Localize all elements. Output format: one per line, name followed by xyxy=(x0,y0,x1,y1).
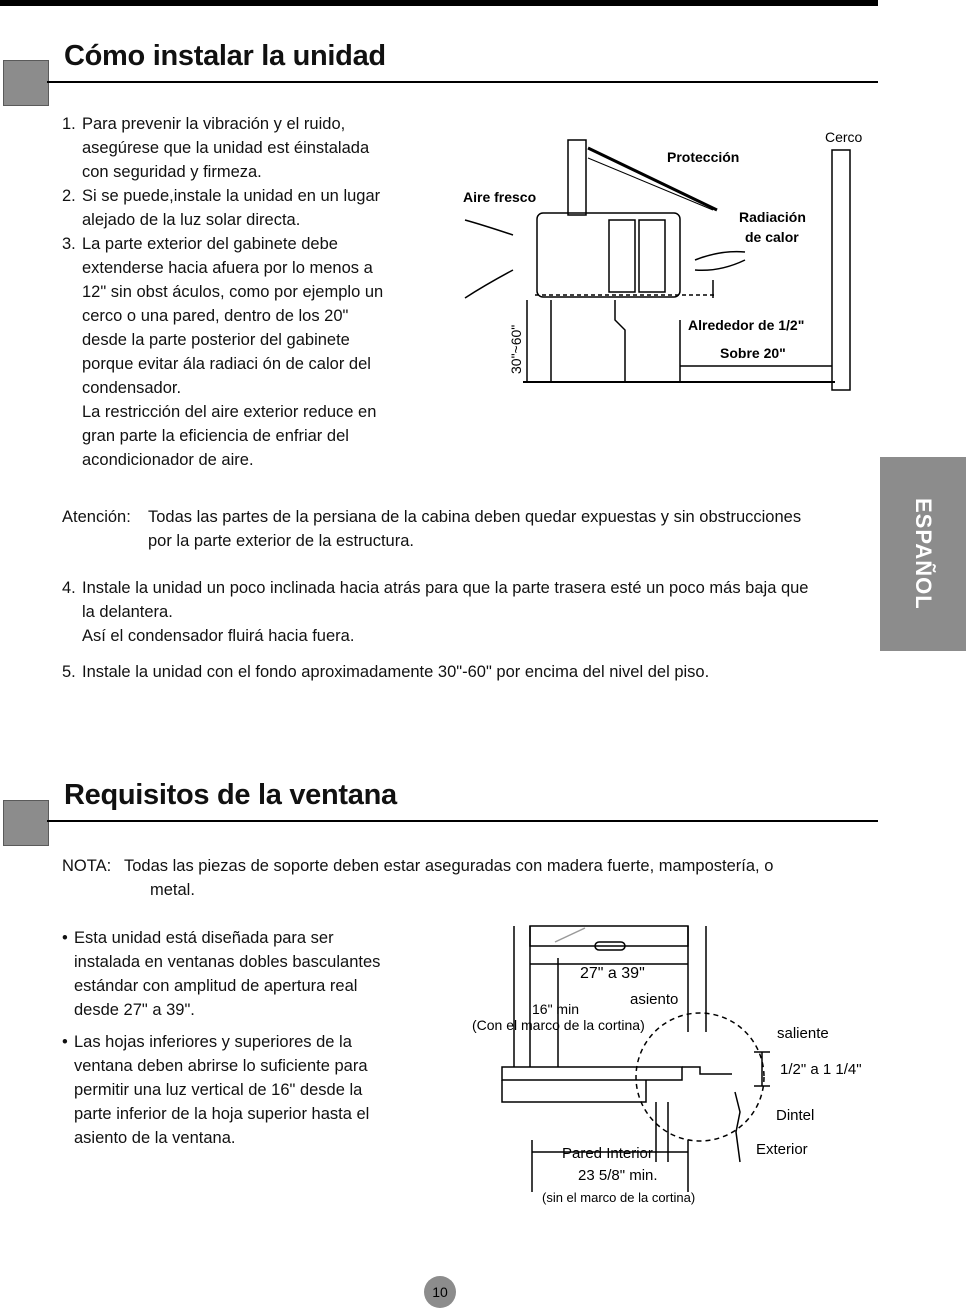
page-number: 10 xyxy=(424,1276,456,1308)
fence-shape xyxy=(832,150,850,390)
label-radiacion: Radiación xyxy=(739,209,806,225)
label-medio: 1/2" a 1 1/4" xyxy=(780,1061,862,1078)
language-tab: ESPAÑOL xyxy=(880,457,966,651)
section-marker xyxy=(3,800,49,846)
label-asiento: asiento xyxy=(630,991,679,1008)
label-cerco: Cerco xyxy=(825,129,863,145)
label-sobre: Sobre 20" xyxy=(720,345,786,361)
list-item: 2. Si se puede,instale la unidad en un lugar alejado de la luz solar directa. xyxy=(62,187,381,229)
list-item: 3. La parte exterior del gabinete debe extenderse hacia afuera por lo menos a 12" sin obst áculos, como por ejemplo un cerco o una pared, dentro de los 20" desde la parte posterior del gabinete porque evitar ála radiaci ón de calor del condensador. La restricción del aire exterior reduce en gran parte la eficiencia de enfriar del acondicionador de aire. xyxy=(62,235,384,469)
window-requirements-list xyxy=(62,926,422,1158)
label-de-calor: de calor xyxy=(745,229,799,245)
label-23-min: 23 5/8" min. xyxy=(578,1167,658,1184)
label-ancho: 27" a 39" xyxy=(580,965,645,982)
label-pared: Pared Interior xyxy=(562,1145,653,1162)
label-con-marco: (Con el marco de la cortina) xyxy=(472,1017,645,1033)
label-aire-fresco: Aire fresco xyxy=(463,189,537,205)
label-sin-marco: (sin el marco de la cortina) xyxy=(542,1190,696,1205)
window-post xyxy=(568,140,586,215)
section-title-window: Requisitos de la ventana xyxy=(64,779,397,811)
section-marker xyxy=(3,60,49,106)
label-dintel: Dintel xyxy=(776,1107,815,1124)
label-altura: 30"~60" xyxy=(508,324,524,374)
attention-note: Atención: Todas las partes de la persiana de la cabina deben quedar expuestas y sin obstrucciones por la parte exterior de la estructura. xyxy=(62,508,802,550)
label-alrededor: Alrededor de 1/2" xyxy=(688,317,805,333)
section-title-install: Cómo instalar la unidad xyxy=(64,40,386,72)
install-diagram xyxy=(455,120,875,400)
list-item: 5. Instale la unidad con el fondo aproximadamente 30"-60" por encima del nivel del piso. xyxy=(62,663,710,681)
top-rule xyxy=(0,0,878,6)
nota-note: NOTA: Todas las piezas de soporte deben estar aseguradas con madera fuerte, mampostería, o metal. xyxy=(62,857,774,899)
list-item: 1. Para prevenir la vibración y el ruido, asegúrese que la unidad est éinstalada con seguridad y firmeza. xyxy=(62,115,370,181)
window-diagram xyxy=(470,922,880,1212)
label-16-min: 16" min xyxy=(532,1001,579,1017)
label-proteccion: Protección xyxy=(667,149,740,165)
list-item: • Las hojas inferiores y superiores de la ventana deben abrirse lo suficiente para permitir una luz vertical de 16" desde la parte inferior de la hoja superior hasta el asiento de la ventana. xyxy=(62,1033,370,1147)
section-rule xyxy=(47,820,878,822)
section-rule xyxy=(47,81,878,83)
label-exterior: Exterior xyxy=(756,1141,808,1158)
label-saliente: saliente xyxy=(777,1025,829,1042)
list-item: 4. Instale la unidad un poco inclinada hacia atrás para que la parte trasera esté un poco más baja que la delantera. Así el condensador fluirá hacia fuera. xyxy=(62,579,809,645)
install-steps-list xyxy=(62,112,422,472)
list-item: • Esta unidad está diseñada para ser instalada en ventanas dobles basculantes estándar con amplitud de apertura real desde 27" a 39". xyxy=(62,929,381,1019)
install-steps-list-2 xyxy=(62,576,882,684)
